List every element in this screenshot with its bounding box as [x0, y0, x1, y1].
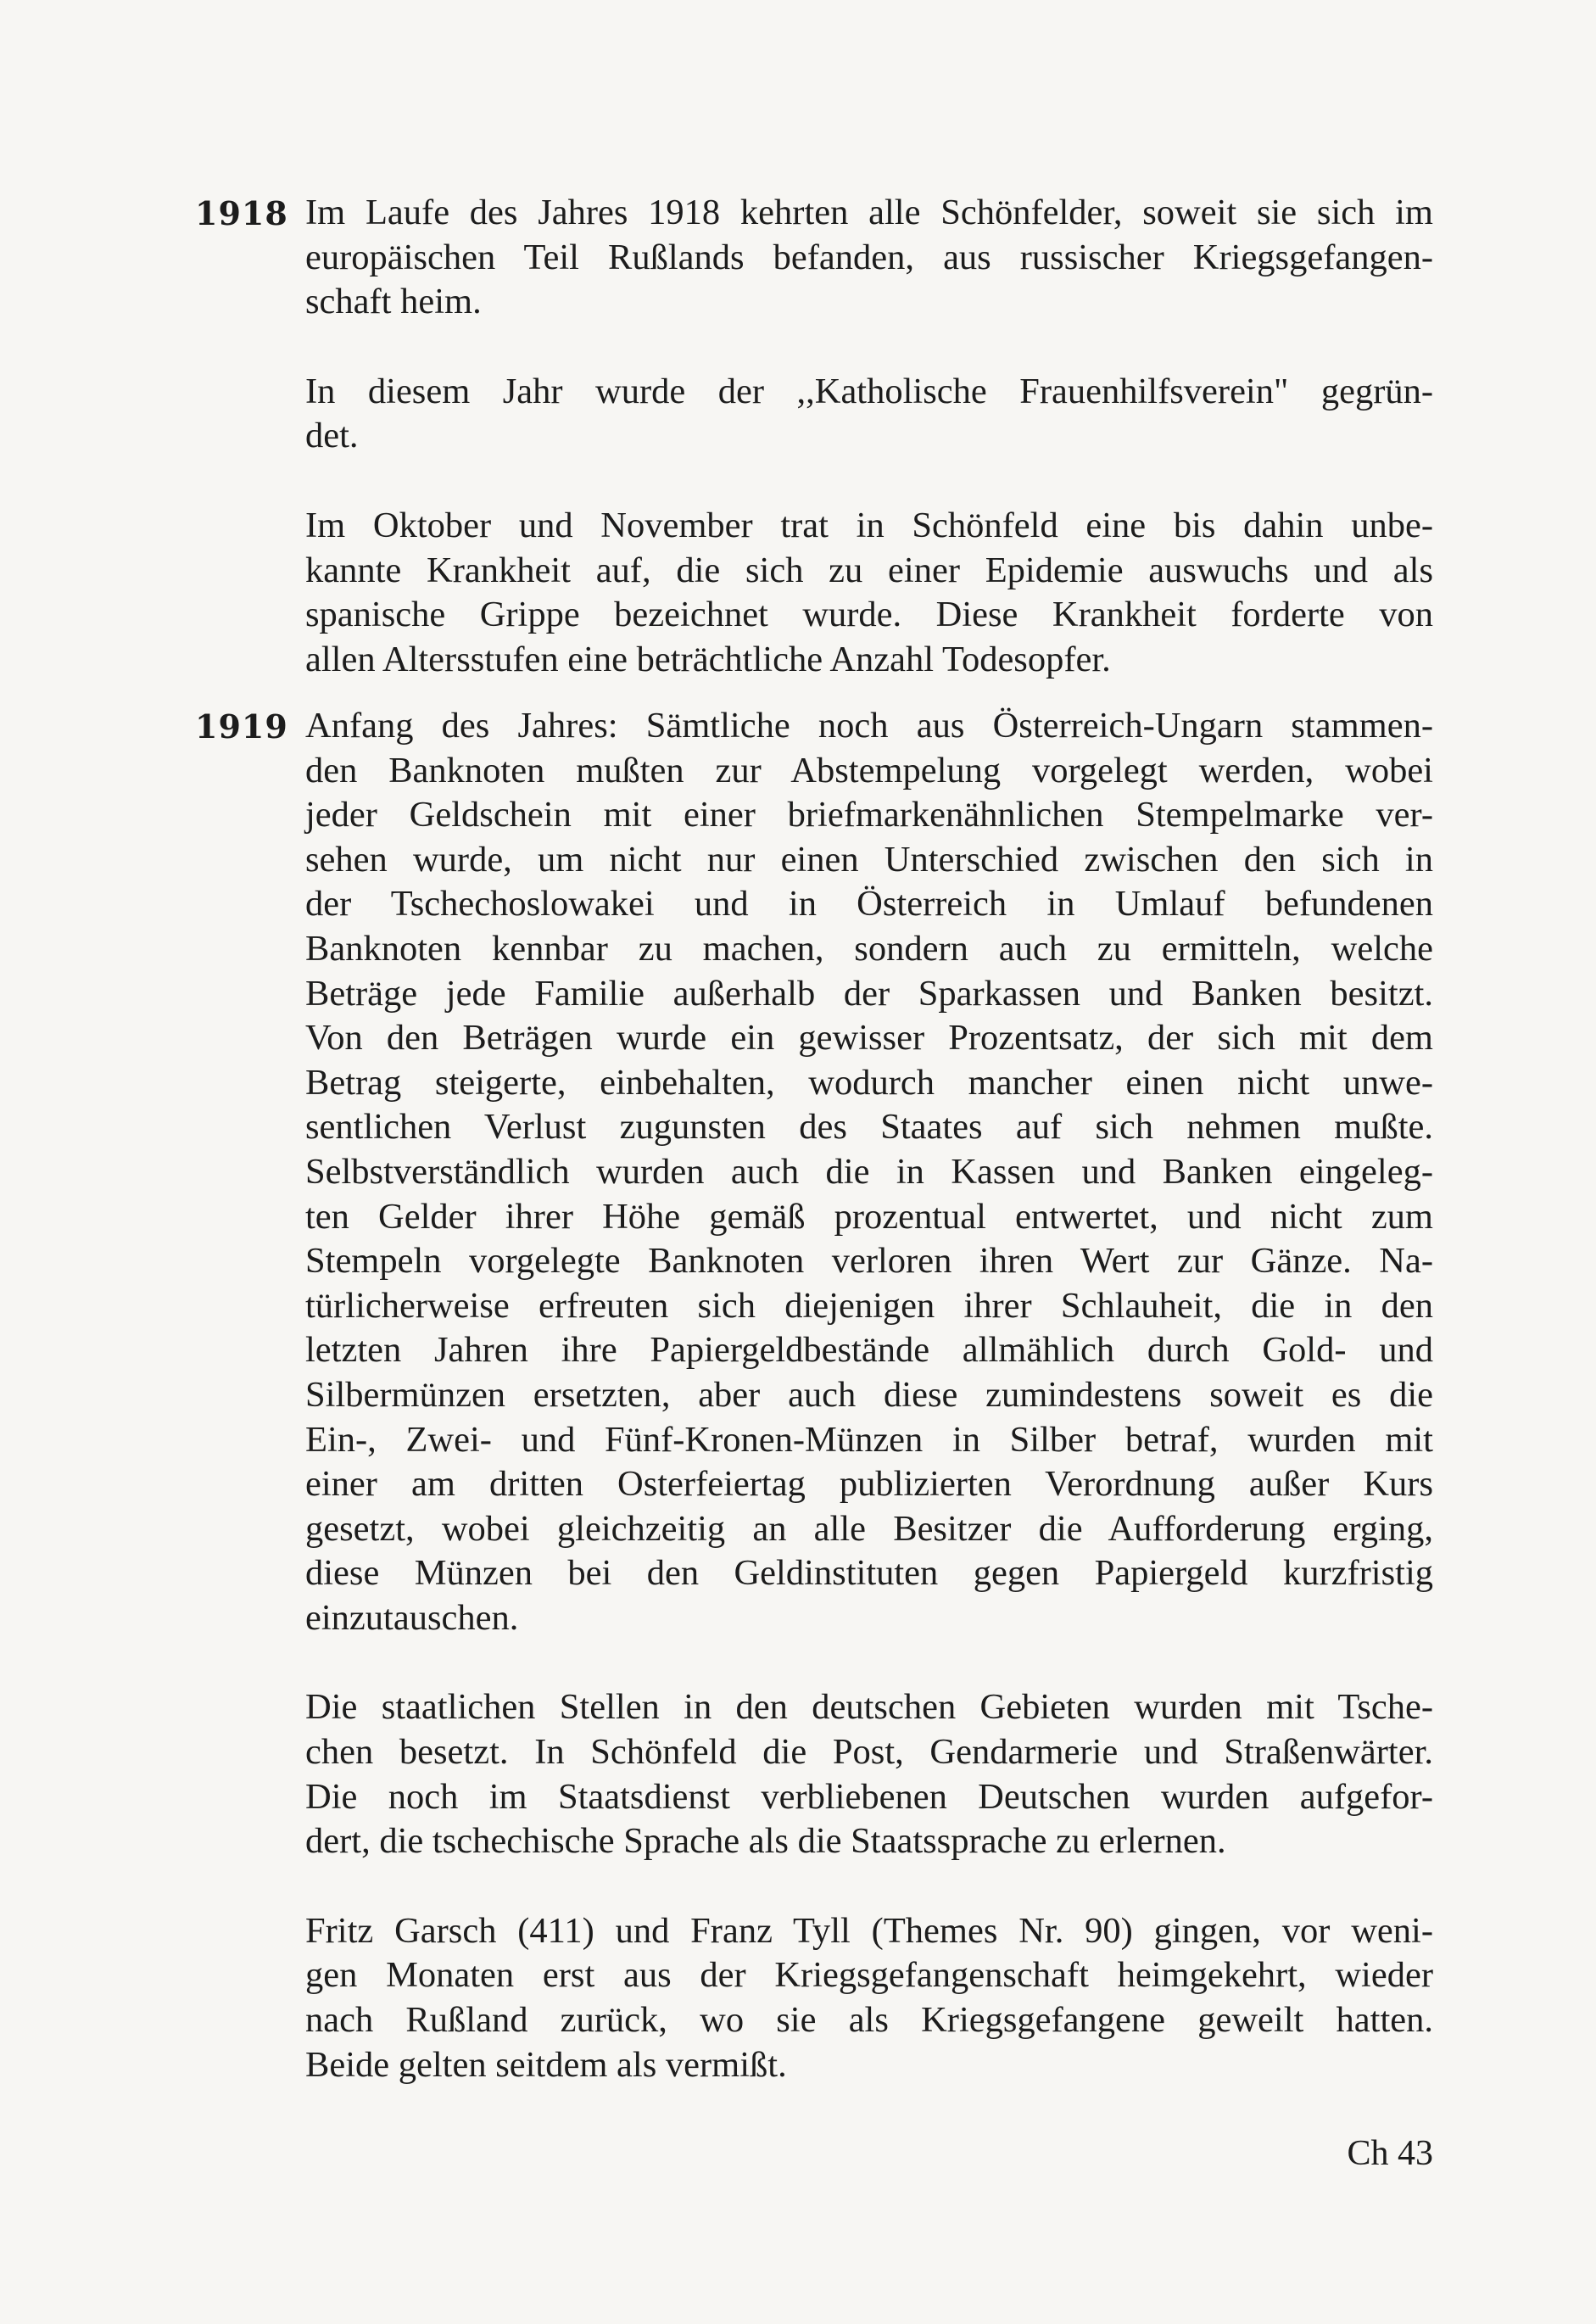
- text-line: schaft heim.: [305, 282, 482, 322]
- text-line: Von den Beträgen wurde ein gewisser Prozentsatz, der sich mit dem: [305, 1018, 1433, 1059]
- text-line: In diesem Jahr wurde der ,,Katholische Frauenhilfsverein" gegrün-: [305, 371, 1433, 411]
- text-line: nach Rußland zurück, wo sie als Kriegsgefangene geweilt hatten.: [305, 2000, 1433, 2041]
- entry-year: 1919: [195, 707, 288, 746]
- text-line: Im Oktober und November trat in Schönfeld eine bis dahin unbe-: [305, 505, 1433, 545]
- text-line: chen besetzt. In Schönfeld die Post, Gendarmerie und Straßenwärter.: [305, 1732, 1433, 1773]
- paragraph: [305, 504, 1433, 682]
- text-line: türlicherweise erfreuten sich diejenigen ihrer Schlauheit, die in den: [305, 1285, 1433, 1326]
- text-line: den Banknoten mußten zur Abstempelung vorgelegt werden, wobei: [305, 750, 1433, 790]
- text-line: diese Münzen bei den Geldinstituten gegen Papiergeld kurzfristig: [305, 1553, 1433, 1594]
- text-line: Beträge jede Familie außerhalb der Sparkassen und Banken besitzt.: [305, 973, 1433, 1014]
- text-line: sentlichen Verlust zugunsten des Staates auf sich nehmen mußte.: [305, 1107, 1433, 1148]
- text-line: kannte Krankheit auf, die sich zu einer Epidemie auswuchs und als: [305, 550, 1433, 590]
- text-line: Anfang des Jahres: Sämtliche noch aus Österreich-Ungarn stammen-: [305, 706, 1433, 746]
- text-line: der Tschechoslowakei und in Österreich in Umlauf befundenen: [305, 884, 1433, 925]
- text-line: Ein-, Zwei- und Fünf-Kronen-Münzen in Silber betraf, wurden mit: [305, 1419, 1433, 1460]
- text-line: Selbstverständlich wurden auch die in Kassen und Banken eingeleg-: [305, 1151, 1433, 1192]
- text-line: Die staatlichen Stellen in den deutschen Gebieten wurden mit Tsche-: [305, 1687, 1433, 1728]
- text-line: Banknoten kennbar zu machen, sondern auch zu ermitteln, welche: [305, 928, 1433, 969]
- text-line: Im Laufe des Jahres 1918 kehrten alle Schönfelder, soweit sie sich im: [305, 193, 1433, 232]
- page-number: Ch 43: [1347, 2134, 1433, 2173]
- text-line: letzten Jahren ihre Papiergeldbestände allmählich durch Gold- und: [305, 1330, 1433, 1371]
- paragraph: [305, 704, 1433, 1640]
- entry-year: 1918: [195, 194, 288, 232]
- text-line: gen Monaten erst aus der Kriegsgefangenschaft heimgekehrt, wieder: [305, 1955, 1433, 1996]
- text-line: europäischen Teil Rußlands befanden, aus russischer Kriegsgefangen-: [305, 237, 1433, 277]
- text-line: Beide gelten seitdem als vermißt.: [305, 2044, 787, 2085]
- chronicle-entry-1919: [195, 704, 1433, 2087]
- text-line: einer am dritten Osterfeiertag publizierten Verordnung außer Kurs: [305, 1464, 1433, 1505]
- text-line: Die noch im Staatsdienst verbliebenen Deutschen wurden aufgefor-: [305, 1776, 1433, 1817]
- text-line: gesetzt, wobei gleichzeitig an alle Besitzer die Aufforderung erging,: [305, 1508, 1433, 1549]
- text-line: Fritz Garsch (411) und Franz Tyll (Themes Nr. 90) gingen, vor weni-: [305, 1910, 1433, 1951]
- text-line: spanische Grippe bezeichnet wurde. Diese Krankheit forderte von: [305, 595, 1433, 635]
- text-line: einzutauschen.: [305, 1597, 519, 1638]
- text-line: Betrag steigerte, einbehalten, wodurch mancher einen nicht unwe-: [305, 1062, 1433, 1103]
- text-line: dert, die tschechische Sprache als die Staatssprache zu erlernen.: [305, 1821, 1226, 1862]
- text-line: Stempeln vorgelegte Banknoten verloren ihren Wert zur Gänze. Na-: [305, 1241, 1433, 1282]
- paragraph: [305, 1909, 1433, 2087]
- paragraph: [305, 370, 1433, 459]
- paragraph: [305, 191, 1433, 325]
- paragraph: [305, 1685, 1433, 1863]
- text-line: allen Altersstufen eine beträchtliche Anzahl Todesopfer.: [305, 639, 1111, 679]
- text-line: sehen wurde, um nicht nur einen Unterschied zwischen den sich in: [305, 839, 1433, 880]
- text-line: det.: [305, 416, 359, 456]
- text-line: Silbermünzen ersetzten, aber auch diese zumindestens soweit es die: [305, 1374, 1433, 1415]
- chronicle-entry-1918: [195, 191, 1433, 682]
- text-line: jeder Geldschein mit einer briefmarkenähnlichen Stempelmarke ver-: [305, 795, 1433, 835]
- text-line: ten Gelder ihrer Höhe gemäß prozentual entwertet, und nicht zum: [305, 1196, 1433, 1237]
